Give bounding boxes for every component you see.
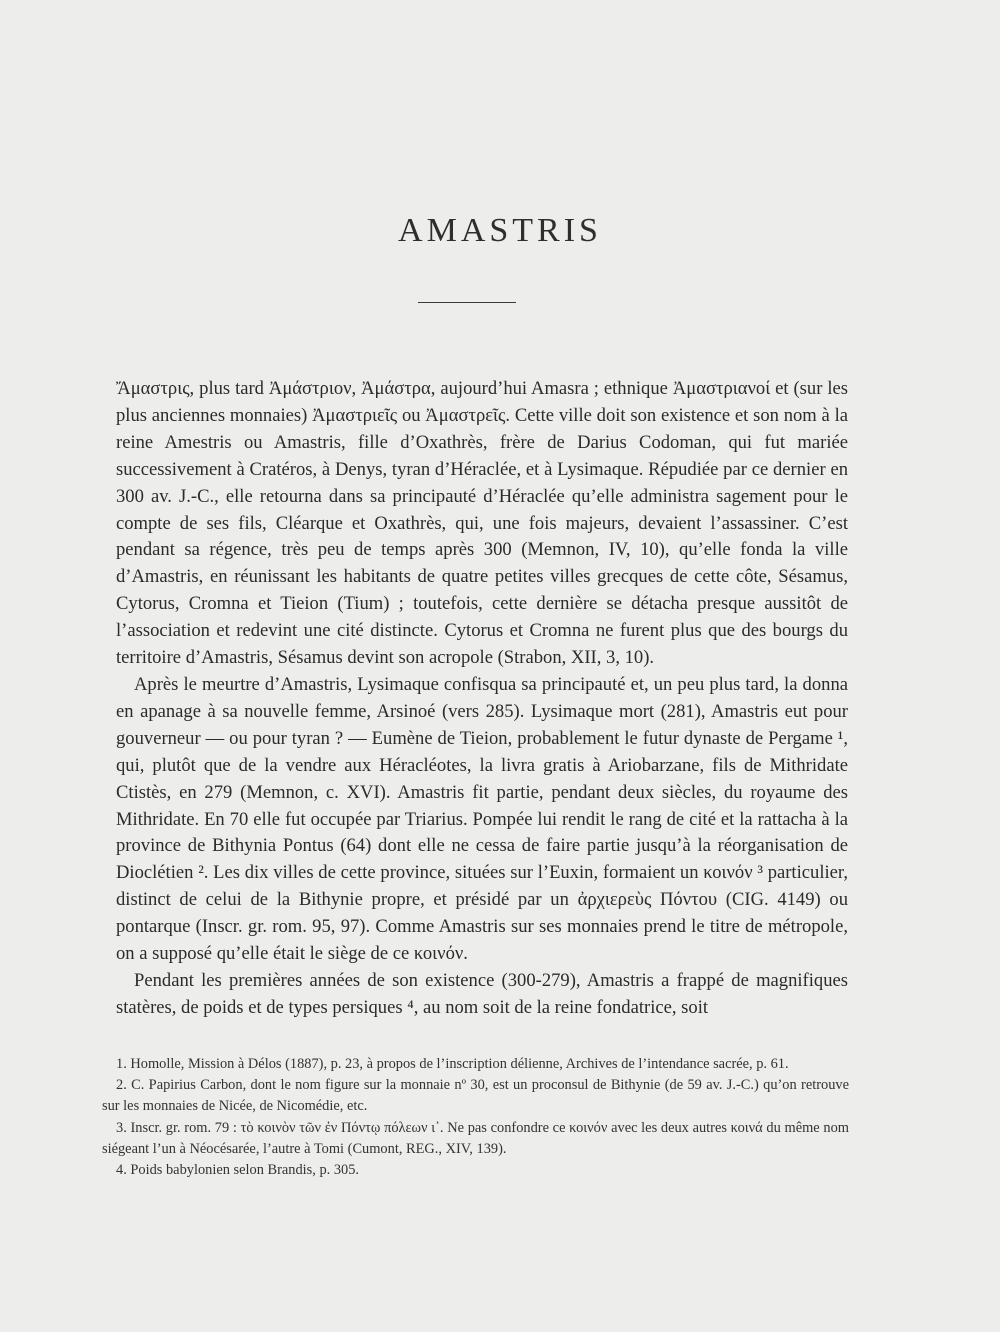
main-text [116,376,848,1022]
footnote-3: 3. Inscr. gr. rom. 79 : τὸ κοινὸν τῶν ἐν Πόντῳ πόλεων ι᾽. Ne pas confondre ce κοινόν avec les deux autres κοινά du même nom siégeant l’un à Néocésarée, l’autre à Tomi (Cumont, REG., XIV, 139). [102,1119,849,1157]
footnotes [102,1054,849,1181]
paragraph-2: Après le meurtre d’Amastris, Lysimaque confisqua sa principauté et, un peu plus tard, la donna en apanage à sa nouvelle femme, Arsinoé (vers 285). Lysimaque mort (281), Amastris eut pour gouverneur — ou pour tyran ? — Eumène de Tieion, probablement le futur dynaste de Pergame ¹, qui, plutôt que de la vendre aux Héracléotes, la livra gratis à Ariobarzane, fils de Mithridate Ctistès, en 279 (Memnon, c. XVI). Amastris fit partie, pendant deux siècles, du royaume des Mithridate. En 70 elle fut occupée par Triarius. Pompée lui rendit le rang de cité et la rattacha à la province de Bithynia Pontus (64) dont elle ne cessa de faire partie jusqu’à la réorganisation de Dioclétien ². Les dix villes de cette province, situées sur l’Euxin, formaient un κοινόν ³ particulier, distinct de celui de la Bithynie propre, et présidé par un ἀρχιερεὺς Πόντου (CIG. 4149) ou pontarque (Inscr. gr. rom. 95, 97). Comme Amastris sur ses monnaies prend le titre de métropole, on a supposé qu’elle était le siège de ce κοινόν. [116,673,848,965]
title-rule [418,302,516,303]
page-title: AMASTRIS [398,212,602,249]
footnote-1: 1. Homolle, Mission à Délos (1887), p. 23, à propos de l’inscription délienne, Archives de l’intendance sacrée, p. 61. [116,1056,789,1072]
footnote-4: 4. Poids babylonien selon Brandis, p. 305. [116,1162,360,1179]
footnote-2: 2. C. Papirius Carbon, dont le nom figure sur la monnaie nº 30, est un proconsul de Bithynie (de 59 av. J.-C.) qu’on retrouve sur les monnaies de Nicée, de Nicomédie, etc. [102,1077,849,1115]
paragraph-1: Ἄμαστρις, plus tard Ἀμάστριον, Ἀμάστρα, aujourd’hui Amasra ; ethnique Ἀμαστριανοί et (sur les plus anciennes monnaies) Ἀμαστριεῖς ou Ἀμαστρεῖς. Cette ville doit son existence et son nom à la reine Amestris ou Amastris, fille d’Oxathrès, frère de Darius Codoman, qui fut mariée successivement à Cratéros, à Denys, tyran d’Héraclée, et à Lysimaque. Répudiée par ce dernier en 300 av. J.-C., elle retourna dans sa principauté d’Héraclée qu’elle administra sagement pour le compte de ses fils, Cléarque et Oxathrès, qui, une fois majeurs, devaient l’assassiner. C’est pendant sa régence, très peu de temps après 300 (Memnon, IV, 10), qu’elle fonda la ville d’Amastris, en réunissant les habitants de quatre petites villes grecques de cette côte, Sésamus, Cytorus, Cromna et Tieion (Tium) ; toutefois, cette dernière se détacha presque aussitôt de l’association et redevint une cité distincte. Cytorus et Cromna ne furent plus que des bourgs du territoire d’Amastris, Sésamus devint son acropole (Strabon, XII, 3, 10). [116,378,848,669]
paragraph-3: Pendant les premières années de son existence (300-279), Amastris a frappé de magnifiques statères, de poids et de types persiques ⁴, au nom soit de la reine fondatrice, soit [116,969,848,1018]
